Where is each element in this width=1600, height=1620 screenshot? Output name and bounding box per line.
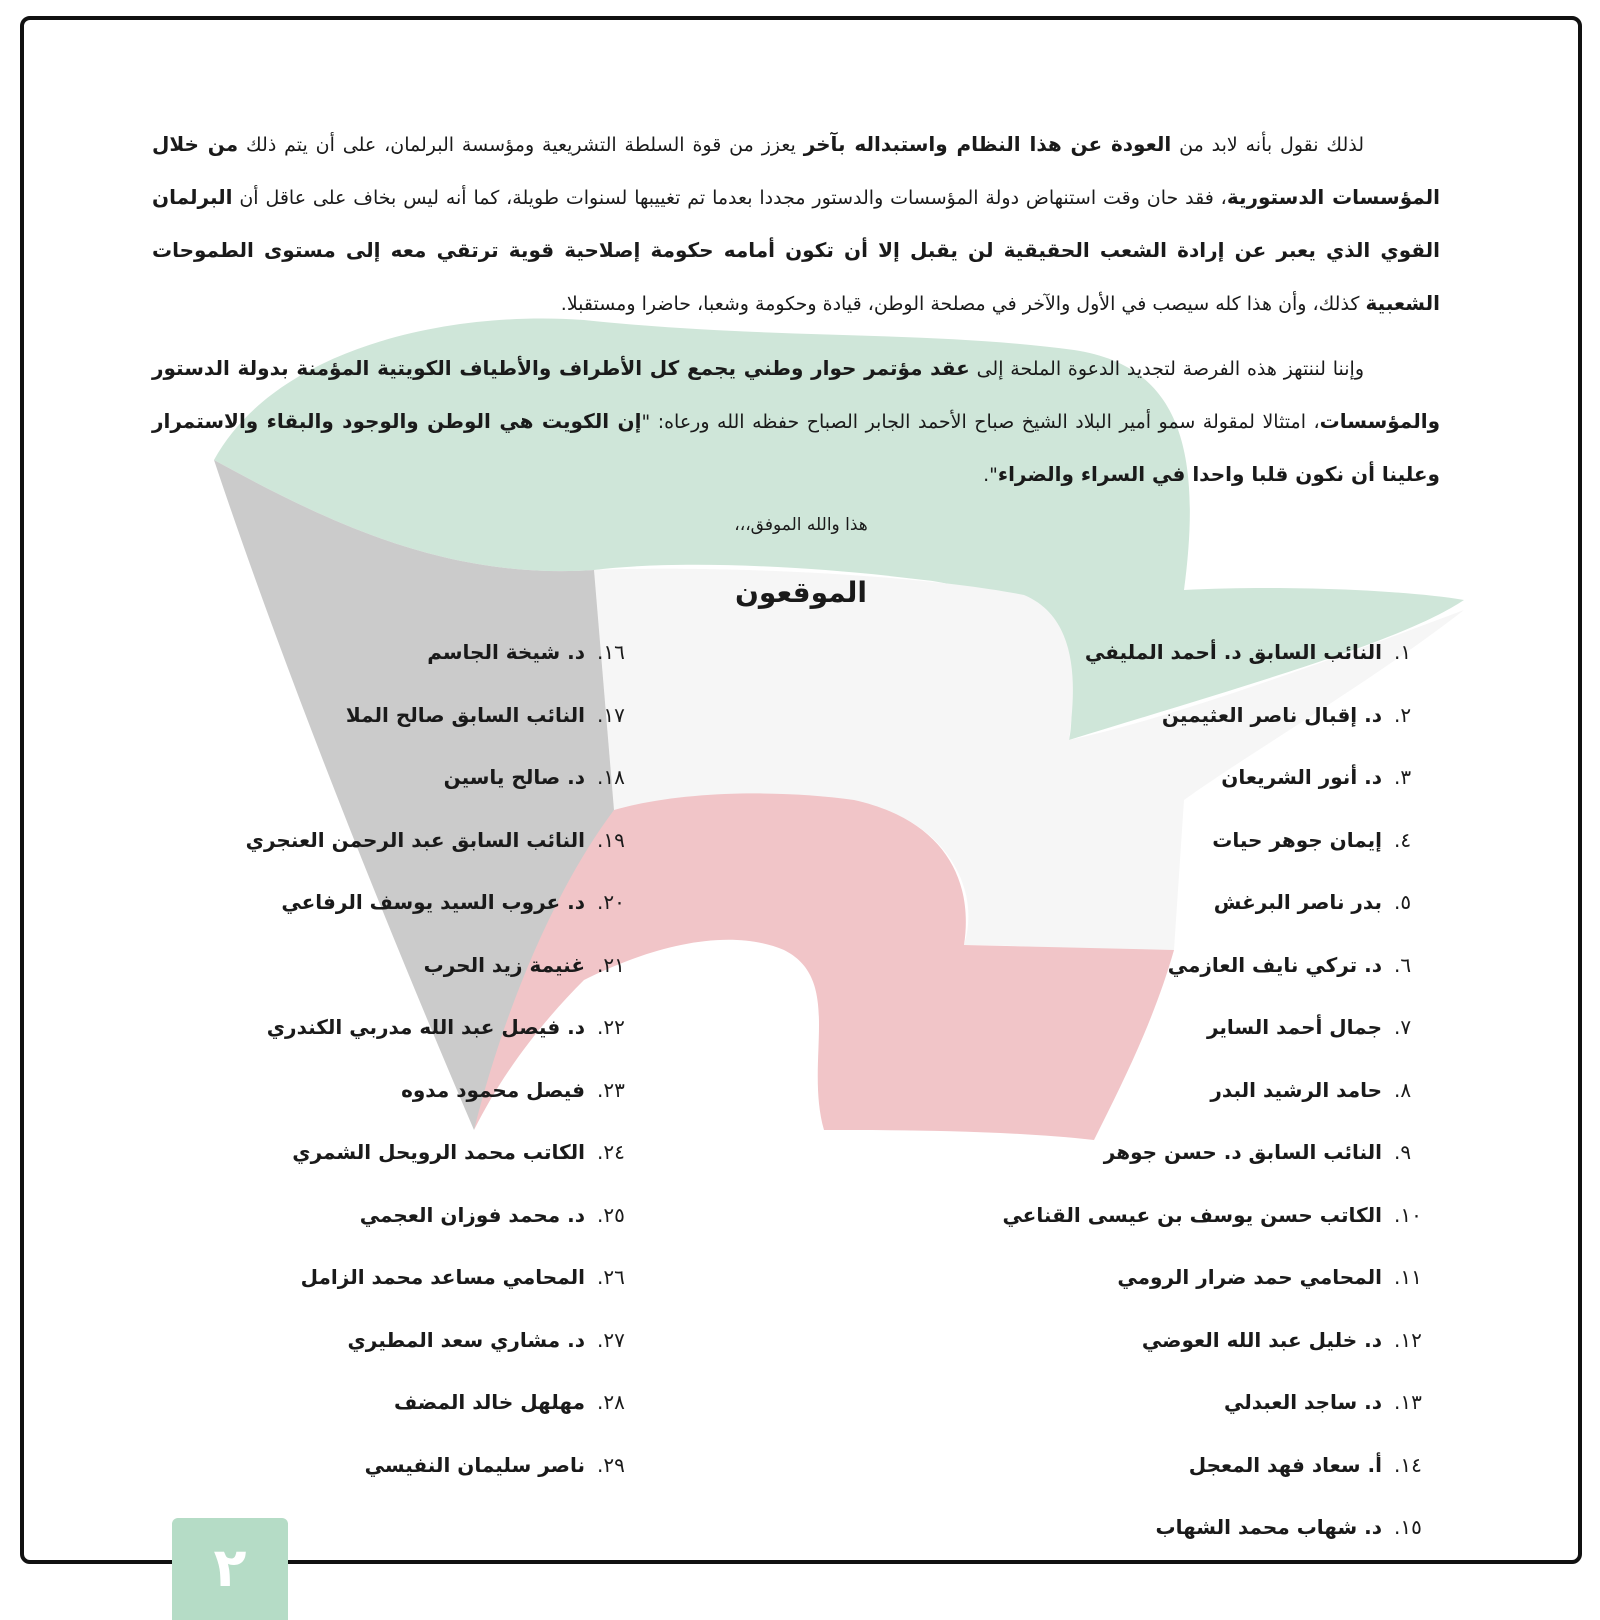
- body-paragraph-1: [152, 118, 1440, 330]
- signer-name: د. مشاري سعد المطيري: [347, 1327, 585, 1352]
- signer-name: فيصل محمود مدوه: [401, 1077, 585, 1102]
- page-number-tab: ٢: [172, 1518, 288, 1620]
- signer-number: ٢٦.: [597, 1265, 625, 1289]
- signer-item: [292, 1132, 643, 1172]
- signer-item: [427, 632, 643, 672]
- signer-item: [444, 757, 643, 797]
- signer-name: مهلهل خالد المضف: [393, 1390, 585, 1414]
- signer-number: ١٥.: [1394, 1515, 1422, 1539]
- signer-number: ١٩.: [597, 827, 625, 852]
- signer-name: النائب السابق د. أحمد المليفي: [1084, 640, 1382, 664]
- signer-number: ٦.: [1394, 952, 1412, 977]
- signer-item: [1212, 820, 1440, 860]
- signer-number: ١٧.: [597, 702, 625, 727]
- signer-name: جمال أحمد الساير: [1206, 1015, 1382, 1039]
- text-run: وإننا لننتهز هذه الفرصة لتجديد الدعوة الملحة إلى: [969, 358, 1364, 380]
- signer-item: [246, 820, 643, 860]
- signer-number: ١٣.: [1394, 1390, 1422, 1414]
- signer-number: ٢٠.: [597, 890, 625, 914]
- body-paragraph-2: [152, 342, 1440, 501]
- signer-number: ١٢.: [1394, 1327, 1422, 1352]
- signer-number: ٢٤.: [597, 1140, 625, 1164]
- signer-item: [1002, 1195, 1440, 1235]
- signer-name: الكاتب محمد الرويحل الشمري: [292, 1140, 585, 1164]
- signer-item: [347, 1320, 643, 1360]
- signer-name: د. عروب السيد يوسف الرفاعي: [281, 890, 585, 914]
- text-run: ".: [983, 464, 998, 486]
- signer-item: [365, 1445, 643, 1485]
- bold-text-run: العودة عن هذا النظام واستبداله بآخر: [803, 132, 1172, 156]
- signer-number: ٥.: [1394, 890, 1412, 914]
- signer-item: [424, 945, 643, 985]
- signer-number: ٨.: [1394, 1077, 1412, 1102]
- signer-number: ١٨.: [597, 765, 625, 789]
- text-run: كذلك، وأن هذا كله سيصب في الأول والآخر في مصلحة الوطن، قيادة وحكومة وشعبا، حاضرا ومستقبلا.: [560, 293, 1366, 315]
- signer-number: ٢٧.: [597, 1327, 625, 1352]
- signer-item: [394, 1382, 643, 1422]
- signer-name: إيمان جوهر حيات: [1212, 827, 1382, 852]
- signer-name: د. تركي نايف العازمي: [1167, 952, 1382, 977]
- signer-item: [1189, 1445, 1440, 1485]
- signer-number: ٧.: [1394, 1015, 1412, 1039]
- signer-number: ٤.: [1394, 827, 1412, 852]
- signer-item: [1168, 945, 1440, 985]
- signer-number: ٩.: [1394, 1140, 1412, 1164]
- signer-name: د. شيخة الجاسم: [427, 640, 585, 664]
- signer-item: [1224, 1382, 1440, 1422]
- bold-text-run: عقد مؤتمر حوار وطني يجمع كل الأطراف والأطياف الكويتية المؤمنة بدولة الدستور والمؤسسات: [152, 356, 1441, 433]
- signer-name: د. خليل عبد الله العوضي: [1141, 1327, 1382, 1352]
- closing-line: هذا والله الموفق،،،: [734, 515, 868, 535]
- signer-name: ناصر سليمان النفيسي: [364, 1452, 585, 1477]
- signer-name: د. إقبال ناصر العثيمين: [1161, 702, 1382, 727]
- signer-number: ١٦.: [597, 640, 625, 664]
- signer-number: ٢٩.: [597, 1452, 625, 1477]
- signer-item: [1162, 695, 1440, 735]
- signer-name: النائب السابق صالح الملا: [345, 702, 585, 727]
- signer-item: [1210, 1070, 1440, 1110]
- signer-name: حامد الرشيد البدر: [1210, 1077, 1382, 1102]
- signer-number: ١٠.: [1394, 1202, 1422, 1227]
- signer-name: المحامي حمد ضرار الرومي: [1117, 1265, 1382, 1289]
- signer-name: المحامي مساعد محمد الزامل: [300, 1265, 585, 1289]
- signer-item: [346, 695, 643, 735]
- signer-item: [281, 882, 643, 922]
- signer-item: [267, 1007, 643, 1047]
- signer-number: ٢٥.: [597, 1202, 625, 1227]
- signer-number: ٢١.: [597, 952, 625, 977]
- signer-item: [1104, 1132, 1440, 1172]
- text-run: ، امتثالا لمقولة سمو أمير البلاد الشيخ صباح الأحمد الجابر الصباح حفظه الله ورعاه: ": [641, 411, 1320, 433]
- signer-number: ١١.: [1394, 1265, 1422, 1289]
- text-run: لذلك نقول بأنه لابد من: [1171, 134, 1365, 156]
- signer-name: د. صالح ياسين: [443, 765, 585, 789]
- text-run: يعزز من قوة السلطة التشريعية ومؤسسة البرلمان، على أن يتم ذلك: [238, 134, 804, 156]
- signer-item: [401, 1070, 643, 1110]
- bold-text-run: إن الكويت هي الوطن والوجود والبقاء والاستمرار وعلينا أن نكون قلبا واحدا في السراء والضراء: [152, 409, 1440, 486]
- signer-number: ١٤.: [1394, 1452, 1422, 1477]
- signers-heading: الموقعون: [734, 576, 868, 609]
- signer-number: ١.: [1394, 640, 1412, 664]
- signer-item: [1155, 1507, 1440, 1547]
- text-run: ، فقد حان وقت استنهاض دولة المؤسسات والدستور مجددا بعدما تم تغييبها لسنوات طويلة، كما أنه ليس بخاف على عاقل أن: [232, 187, 1227, 209]
- signer-item: [360, 1195, 643, 1235]
- signer-name: د. فيصل عبد الله مدربي الكندري: [266, 1015, 585, 1039]
- signer-name: النائب السابق د. حسن جوهر: [1103, 1140, 1382, 1164]
- bold-text-run: من خلال المؤسسات الدستورية: [152, 132, 1441, 209]
- signer-name: بدر ناصر البرغش: [1213, 890, 1382, 914]
- signer-item: [1085, 632, 1440, 672]
- signer-item: [301, 1257, 643, 1297]
- signer-item: [1117, 1257, 1440, 1297]
- signer-number: ٣.: [1394, 765, 1412, 789]
- signer-item: [1142, 1320, 1440, 1360]
- signer-name: د. شهاب محمد الشهاب: [1155, 1515, 1382, 1539]
- signer-name: أ. سعاد فهد المعجل: [1188, 1452, 1382, 1477]
- signer-name: د. محمد فوزان العجمي: [359, 1202, 585, 1227]
- document-page: [20, 16, 1582, 1599]
- signer-number: ٢.: [1394, 702, 1412, 727]
- signer-name: غنيمة زيد الحرب: [423, 952, 585, 977]
- signer-name: النائب السابق عبد الرحمن العنجري: [245, 827, 585, 852]
- signer-item: [1221, 757, 1440, 797]
- signer-item: [1214, 882, 1440, 922]
- signer-name: الكاتب حسن يوسف بن عيسى القناعي: [1002, 1202, 1382, 1227]
- signer-number: ٢٨.: [597, 1390, 625, 1414]
- signer-item: [1207, 1007, 1440, 1047]
- signer-number: ٢٣.: [597, 1077, 625, 1102]
- signer-name: د. أنور الشريعان: [1221, 765, 1382, 789]
- bold-text-run: البرلمان القوي الذي يعبر عن إرادة الشعب الحقيقية لن يقبل إلا أن تكون أمامه حكومة إصلاحية قوية ترتقي معه إلى مستوى الطموحات الشعبية: [152, 185, 1440, 315]
- signer-number: ٢٢.: [597, 1015, 625, 1039]
- signer-name: د. ساجد العبدلي: [1223, 1390, 1382, 1414]
